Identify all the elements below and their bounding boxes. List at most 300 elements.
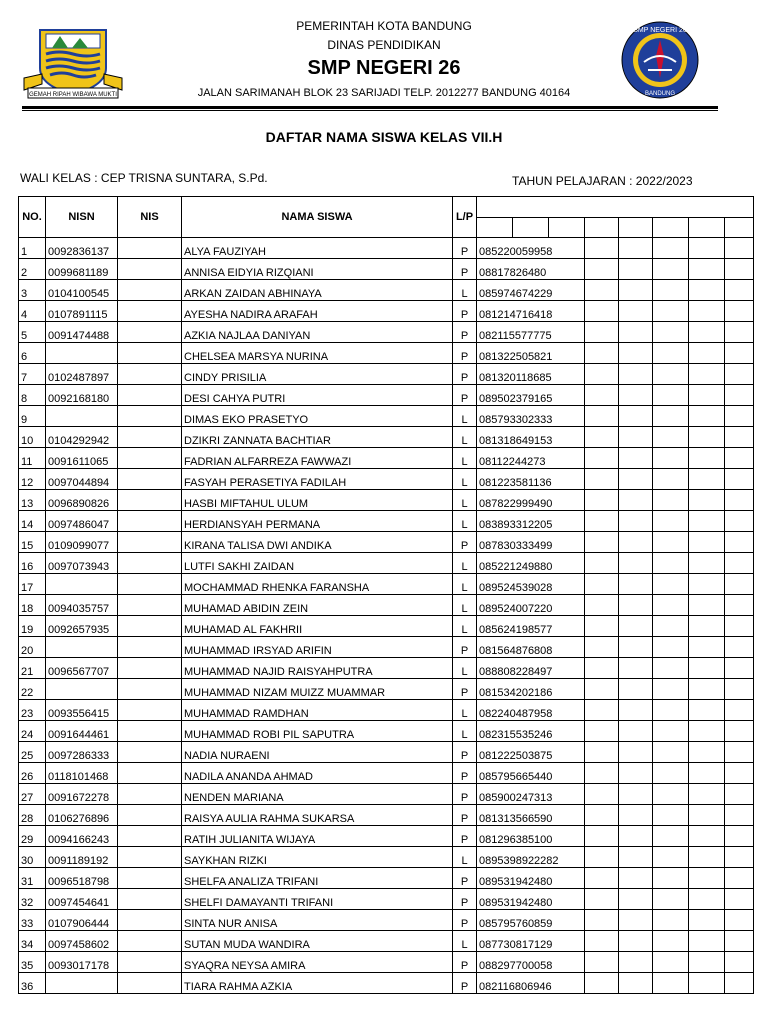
row-nis <box>118 826 182 847</box>
row-extra-cell <box>725 973 754 994</box>
row-gender: L <box>453 658 477 679</box>
row-gender: P <box>453 910 477 931</box>
row-phone: 089531942480 <box>477 889 585 910</box>
row-extra-cell <box>689 910 725 931</box>
row-number: 13 <box>19 490 46 511</box>
row-phone: 081313566590 <box>477 805 585 826</box>
row-extra-cell <box>619 343 653 364</box>
row-student-name: SHELFA ANALIZA TRIFANI <box>182 868 453 889</box>
table-row <box>19 847 754 868</box>
row-extra-cell <box>689 826 725 847</box>
row-extra-cell <box>725 322 754 343</box>
page-title: DAFTAR NAMA SISWA KELAS VII.H <box>265 129 503 145</box>
row-nis <box>118 595 182 616</box>
row-extra-cell <box>619 910 653 931</box>
row-gender: P <box>453 343 477 364</box>
row-extra-cell <box>689 532 725 553</box>
row-extra-cell <box>653 679 689 700</box>
row-extra-cell <box>725 742 754 763</box>
row-student-name: HASBI MIFTAHUL ULUM <box>182 490 453 511</box>
row-nis <box>118 721 182 742</box>
row-gender: P <box>453 679 477 700</box>
row-extra-cell <box>585 679 619 700</box>
row-nis <box>118 637 182 658</box>
row-extra-cell <box>725 910 754 931</box>
row-nis <box>118 847 182 868</box>
table-row <box>19 889 754 910</box>
row-nis <box>118 322 182 343</box>
row-gender: P <box>453 742 477 763</box>
extra-column-header <box>689 217 725 238</box>
row-extra-cell <box>689 847 725 868</box>
row-student-name: HERDIANSYAH PERMANA <box>182 511 453 532</box>
row-nis <box>118 931 182 952</box>
row-extra-cell <box>619 553 653 574</box>
row-gender: L <box>453 931 477 952</box>
row-extra-cell <box>689 448 725 469</box>
row-gender: L <box>453 595 477 616</box>
row-nisn: 0097458602 <box>46 931 118 952</box>
row-extra-cell <box>585 448 619 469</box>
row-extra-cell <box>619 721 653 742</box>
row-phone: 089531942480 <box>477 868 585 889</box>
row-extra-cell <box>653 973 689 994</box>
row-nisn: 0091474488 <box>46 322 118 343</box>
row-extra-cell <box>653 259 689 280</box>
row-phone: 085220059958 <box>477 238 585 259</box>
extra-column-header <box>619 217 653 238</box>
table-row <box>19 616 754 637</box>
row-extra-cell <box>585 847 619 868</box>
row-gender: P <box>453 385 477 406</box>
row-gender: P <box>453 301 477 322</box>
table-row <box>19 931 754 952</box>
row-phone: 081223581136 <box>477 469 585 490</box>
row-extra-cell <box>725 553 754 574</box>
row-extra-cell <box>653 490 689 511</box>
row-extra-cell <box>585 259 619 280</box>
row-number: 35 <box>19 952 46 973</box>
row-extra-cell <box>619 469 653 490</box>
row-nis <box>118 805 182 826</box>
row-extra-cell <box>619 364 653 385</box>
row-gender: P <box>453 637 477 658</box>
row-extra-cell <box>585 595 619 616</box>
row-extra-cell <box>585 511 619 532</box>
row-extra-cell <box>653 553 689 574</box>
row-student-name: SUTAN MUDA WANDIRA <box>182 931 453 952</box>
row-extra-cell <box>725 805 754 826</box>
row-extra-cell <box>619 658 653 679</box>
row-phone: 087730817129 <box>477 931 585 952</box>
row-extra-cell <box>725 343 754 364</box>
row-phone: 081214716418 <box>477 301 585 322</box>
row-nisn: 0091644461 <box>46 721 118 742</box>
row-extra-cell <box>653 910 689 931</box>
row-extra-cell <box>585 532 619 553</box>
row-phone: 083893312205 <box>477 511 585 532</box>
row-extra-cell <box>689 931 725 952</box>
row-extra-cell <box>689 952 725 973</box>
row-gender: L <box>453 721 477 742</box>
row-phone: 082315535246 <box>477 721 585 742</box>
row-nisn: 0092657935 <box>46 616 118 637</box>
row-extra-cell <box>653 532 689 553</box>
row-extra-cell <box>619 784 653 805</box>
row-extra-cell <box>689 427 725 448</box>
row-student-name: ALYA FAUZIYAH <box>182 238 453 259</box>
row-nisn <box>46 637 118 658</box>
row-extra-cell <box>689 280 725 301</box>
row-number: 14 <box>19 511 46 532</box>
row-phone: 085624198577 <box>477 616 585 637</box>
row-number: 25 <box>19 742 46 763</box>
header-school-name: SMP NEGERI 26 <box>307 57 461 79</box>
extra-column-header <box>585 217 619 238</box>
row-gender: P <box>453 952 477 973</box>
row-gender: L <box>453 448 477 469</box>
row-extra-cell <box>653 301 689 322</box>
row-number: 34 <box>19 931 46 952</box>
row-phone: 082240487958 <box>477 700 585 721</box>
row-extra-cell <box>725 574 754 595</box>
row-extra-cell <box>689 301 725 322</box>
row-nisn: 0094035757 <box>46 595 118 616</box>
table-row <box>19 679 754 700</box>
row-phone: 085974674229 <box>477 280 585 301</box>
row-extra-cell <box>619 448 653 469</box>
row-extra-cell <box>585 805 619 826</box>
row-student-name: TIARA RAHMA AZKIA <box>182 973 453 994</box>
row-extra-cell <box>653 805 689 826</box>
row-extra-cell <box>725 931 754 952</box>
row-extra-cell <box>585 826 619 847</box>
row-phone: 085900247313 <box>477 784 585 805</box>
row-phone: 081222503875 <box>477 742 585 763</box>
row-extra-cell <box>585 784 619 805</box>
row-extra-cell <box>725 616 754 637</box>
row-nis <box>118 406 182 427</box>
row-extra-cell <box>585 931 619 952</box>
row-extra-cell <box>585 385 619 406</box>
table-row <box>19 700 754 721</box>
row-student-name: RAISYA AULIA RAHMA SUKARSA <box>182 805 453 826</box>
row-extra-cell <box>689 238 725 259</box>
row-nisn: 0109099077 <box>46 532 118 553</box>
column-header-no: NO. <box>19 197 46 238</box>
row-number: 28 <box>19 805 46 826</box>
row-extra-cell <box>619 322 653 343</box>
row-number: 24 <box>19 721 46 742</box>
svg-text:GEMAH RIPAH WIBAWA MUKTI: GEMAH RIPAH WIBAWA MUKTI <box>29 92 117 98</box>
row-nis <box>118 763 182 784</box>
row-nisn: 0091672278 <box>46 784 118 805</box>
row-nisn: 0092836137 <box>46 238 118 259</box>
row-extra-cell <box>725 889 754 910</box>
row-number: 8 <box>19 385 46 406</box>
row-extra-cell <box>653 469 689 490</box>
row-extra-cell <box>585 364 619 385</box>
row-extra-cell <box>585 700 619 721</box>
table-row <box>19 574 754 595</box>
row-gender: L <box>453 427 477 448</box>
row-extra-cell <box>619 385 653 406</box>
row-number: 5 <box>19 322 46 343</box>
row-extra-cell <box>585 238 619 259</box>
row-extra-cell <box>725 784 754 805</box>
row-extra-cell <box>725 280 754 301</box>
row-student-name: SHELFI DAMAYANTI TRIFANI <box>182 889 453 910</box>
row-phone: 081296385100 <box>477 826 585 847</box>
row-gender: P <box>453 973 477 994</box>
row-nis <box>118 259 182 280</box>
row-nis <box>118 490 182 511</box>
row-nisn: 0096518798 <box>46 868 118 889</box>
row-extra-cell <box>619 931 653 952</box>
row-student-name: FADRIAN ALFARREZA FAWWAZI <box>182 448 453 469</box>
row-extra-cell <box>689 742 725 763</box>
row-nis <box>118 910 182 931</box>
row-student-name: DESI CAHYA PUTRI <box>182 385 453 406</box>
row-nisn <box>46 574 118 595</box>
extra-column-header <box>653 217 689 238</box>
table-row <box>19 469 754 490</box>
row-phone: 088808228497 <box>477 658 585 679</box>
row-extra-cell <box>689 658 725 679</box>
row-extra-cell <box>689 511 725 532</box>
table-row <box>19 658 754 679</box>
row-extra-cell <box>689 490 725 511</box>
row-gender: P <box>453 784 477 805</box>
row-nisn: 0106276896 <box>46 805 118 826</box>
row-nis <box>118 616 182 637</box>
row-extra-cell <box>619 847 653 868</box>
row-extra-cell <box>653 931 689 952</box>
row-phone: 085795665440 <box>477 763 585 784</box>
table-row <box>19 532 754 553</box>
row-extra-cell <box>725 658 754 679</box>
row-extra-cell <box>585 889 619 910</box>
row-extra-cell <box>653 427 689 448</box>
row-extra-cell <box>725 679 754 700</box>
row-nis <box>118 973 182 994</box>
row-extra-cell <box>653 364 689 385</box>
row-extra-cell <box>725 700 754 721</box>
row-extra-cell <box>725 406 754 427</box>
row-extra-cell <box>585 973 619 994</box>
row-nisn: 0107906444 <box>46 910 118 931</box>
row-gender: L <box>453 616 477 637</box>
row-extra-cell <box>689 700 725 721</box>
row-nisn: 0118101468 <box>46 763 118 784</box>
row-gender: L <box>453 490 477 511</box>
row-extra-cell <box>619 595 653 616</box>
row-extra-cell <box>653 952 689 973</box>
table-row <box>19 448 754 469</box>
row-extra-cell <box>689 721 725 742</box>
row-nisn: 0102487897 <box>46 364 118 385</box>
row-extra-cell <box>653 322 689 343</box>
row-number: 21 <box>19 658 46 679</box>
table-row <box>19 952 754 973</box>
row-extra-cell <box>725 763 754 784</box>
row-extra-cell <box>653 784 689 805</box>
row-nis <box>118 385 182 406</box>
row-nis <box>118 658 182 679</box>
row-extra-cell <box>619 427 653 448</box>
row-number: 17 <box>19 574 46 595</box>
column-header-nama: NAMA SISWA <box>182 197 453 238</box>
row-student-name: NADILA ANANDA AHMAD <box>182 763 453 784</box>
row-extra-cell <box>653 721 689 742</box>
row-extra-cell <box>653 637 689 658</box>
row-nisn: 0097454641 <box>46 889 118 910</box>
row-extra-cell <box>619 826 653 847</box>
table-row <box>19 343 754 364</box>
row-nis <box>118 469 182 490</box>
row-extra-cell <box>619 868 653 889</box>
row-number: 36 <box>19 973 46 994</box>
row-extra-cell <box>689 343 725 364</box>
row-extra-cell <box>619 805 653 826</box>
table-row <box>19 721 754 742</box>
table-row <box>19 259 754 280</box>
row-gender: P <box>453 259 477 280</box>
row-gender: P <box>453 889 477 910</box>
table-row <box>19 385 754 406</box>
row-number: 18 <box>19 595 46 616</box>
table-header-row <box>19 197 754 218</box>
row-extra-cell <box>689 637 725 658</box>
row-extra-cell <box>619 406 653 427</box>
row-extra-cell <box>725 448 754 469</box>
row-extra-cell <box>725 532 754 553</box>
row-number: 22 <box>19 679 46 700</box>
row-nis <box>118 679 182 700</box>
row-extra-cell <box>585 868 619 889</box>
row-extra-cell <box>585 343 619 364</box>
row-nisn: 0096567707 <box>46 658 118 679</box>
row-student-name: MUHAMMAD ROBI PIL SAPUTRA <box>182 721 453 742</box>
row-extra-cell <box>619 280 653 301</box>
header-divider-thin <box>22 110 718 111</box>
row-number: 16 <box>19 553 46 574</box>
header-government: PEMERINTAH KOTA BANDUNG <box>296 19 472 33</box>
row-extra-cell <box>619 973 653 994</box>
row-phone: 082115577775 <box>477 322 585 343</box>
row-extra-cell <box>689 616 725 637</box>
row-extra-cell <box>689 385 725 406</box>
row-extra-cell <box>653 616 689 637</box>
row-extra-cell <box>619 238 653 259</box>
row-nisn: 0091189192 <box>46 847 118 868</box>
table-row <box>19 742 754 763</box>
row-nis <box>118 784 182 805</box>
row-student-name: CHELSEA MARSYA NURINA <box>182 343 453 364</box>
row-student-name: FASYAH PERASETIYA FADILAH <box>182 469 453 490</box>
table-row <box>19 280 754 301</box>
row-extra-cell <box>585 658 619 679</box>
row-phone: 082116806946 <box>477 973 585 994</box>
row-nisn: 0094166243 <box>46 826 118 847</box>
row-extra-cell <box>585 322 619 343</box>
row-extra-cell <box>653 826 689 847</box>
row-nisn: 0097486047 <box>46 511 118 532</box>
row-extra-cell <box>725 469 754 490</box>
row-extra-cell <box>585 721 619 742</box>
row-student-name: CINDY PRISILIA <box>182 364 453 385</box>
row-extra-cell <box>653 406 689 427</box>
row-student-name: SAYKHAN RIZKI <box>182 847 453 868</box>
header-divider-thick <box>22 106 718 109</box>
row-nis <box>118 511 182 532</box>
row-extra-cell <box>725 952 754 973</box>
row-student-name: SINTA NUR ANISA <box>182 910 453 931</box>
row-extra-cell <box>585 490 619 511</box>
row-extra-cell <box>689 406 725 427</box>
row-student-name: ARKAN ZAIDAN ABHINAYA <box>182 280 453 301</box>
row-number: 9 <box>19 406 46 427</box>
row-number: 4 <box>19 301 46 322</box>
row-number: 12 <box>19 469 46 490</box>
row-extra-cell <box>619 952 653 973</box>
row-gender: L <box>453 847 477 868</box>
row-extra-cell <box>619 574 653 595</box>
table-row <box>19 490 754 511</box>
row-extra-cell <box>653 238 689 259</box>
row-extra-cell <box>725 826 754 847</box>
row-nisn: 0099681189 <box>46 259 118 280</box>
row-nis <box>118 868 182 889</box>
row-gender: P <box>453 322 477 343</box>
row-student-name: MUHAMMAD NAJID RAISYAHPUTRA <box>182 658 453 679</box>
row-nisn <box>46 973 118 994</box>
row-extra-cell <box>689 595 725 616</box>
row-gender: L <box>453 511 477 532</box>
row-number: 15 <box>19 532 46 553</box>
row-gender: L <box>453 406 477 427</box>
row-student-name: KIRANA TALISA DWI ANDIKA <box>182 532 453 553</box>
svg-text:BANDUNG: BANDUNG <box>644 91 676 97</box>
school-emblem-icon <box>620 20 700 100</box>
row-extra-cell <box>619 616 653 637</box>
row-extra-cell <box>653 511 689 532</box>
row-number: 31 <box>19 868 46 889</box>
row-nisn <box>46 406 118 427</box>
row-number: 2 <box>19 259 46 280</box>
row-extra-cell <box>585 427 619 448</box>
table-row <box>19 406 754 427</box>
row-student-name: MOCHAMMAD RHENKA FARANSHA <box>182 574 453 595</box>
row-number: 7 <box>19 364 46 385</box>
row-gender: P <box>453 826 477 847</box>
row-extra-cell <box>653 700 689 721</box>
row-number: 20 <box>19 637 46 658</box>
table-row <box>19 553 754 574</box>
row-number: 11 <box>19 448 46 469</box>
row-extra-cell <box>725 847 754 868</box>
header-address: JALAN SARIMANAH BLOK 23 SARIJADI TELP. 2012277 BANDUNG 40164 <box>197 87 571 99</box>
row-extra-cell <box>619 259 653 280</box>
row-phone: 089524539028 <box>477 574 585 595</box>
row-extra-cell <box>725 511 754 532</box>
svg-text:SMP NEGERI 26: SMP NEGERI 26 <box>633 27 687 34</box>
table-row <box>19 364 754 385</box>
row-gender: L <box>453 280 477 301</box>
row-phone: 081564876808 <box>477 637 585 658</box>
row-nis <box>118 553 182 574</box>
row-extra-cell <box>725 259 754 280</box>
